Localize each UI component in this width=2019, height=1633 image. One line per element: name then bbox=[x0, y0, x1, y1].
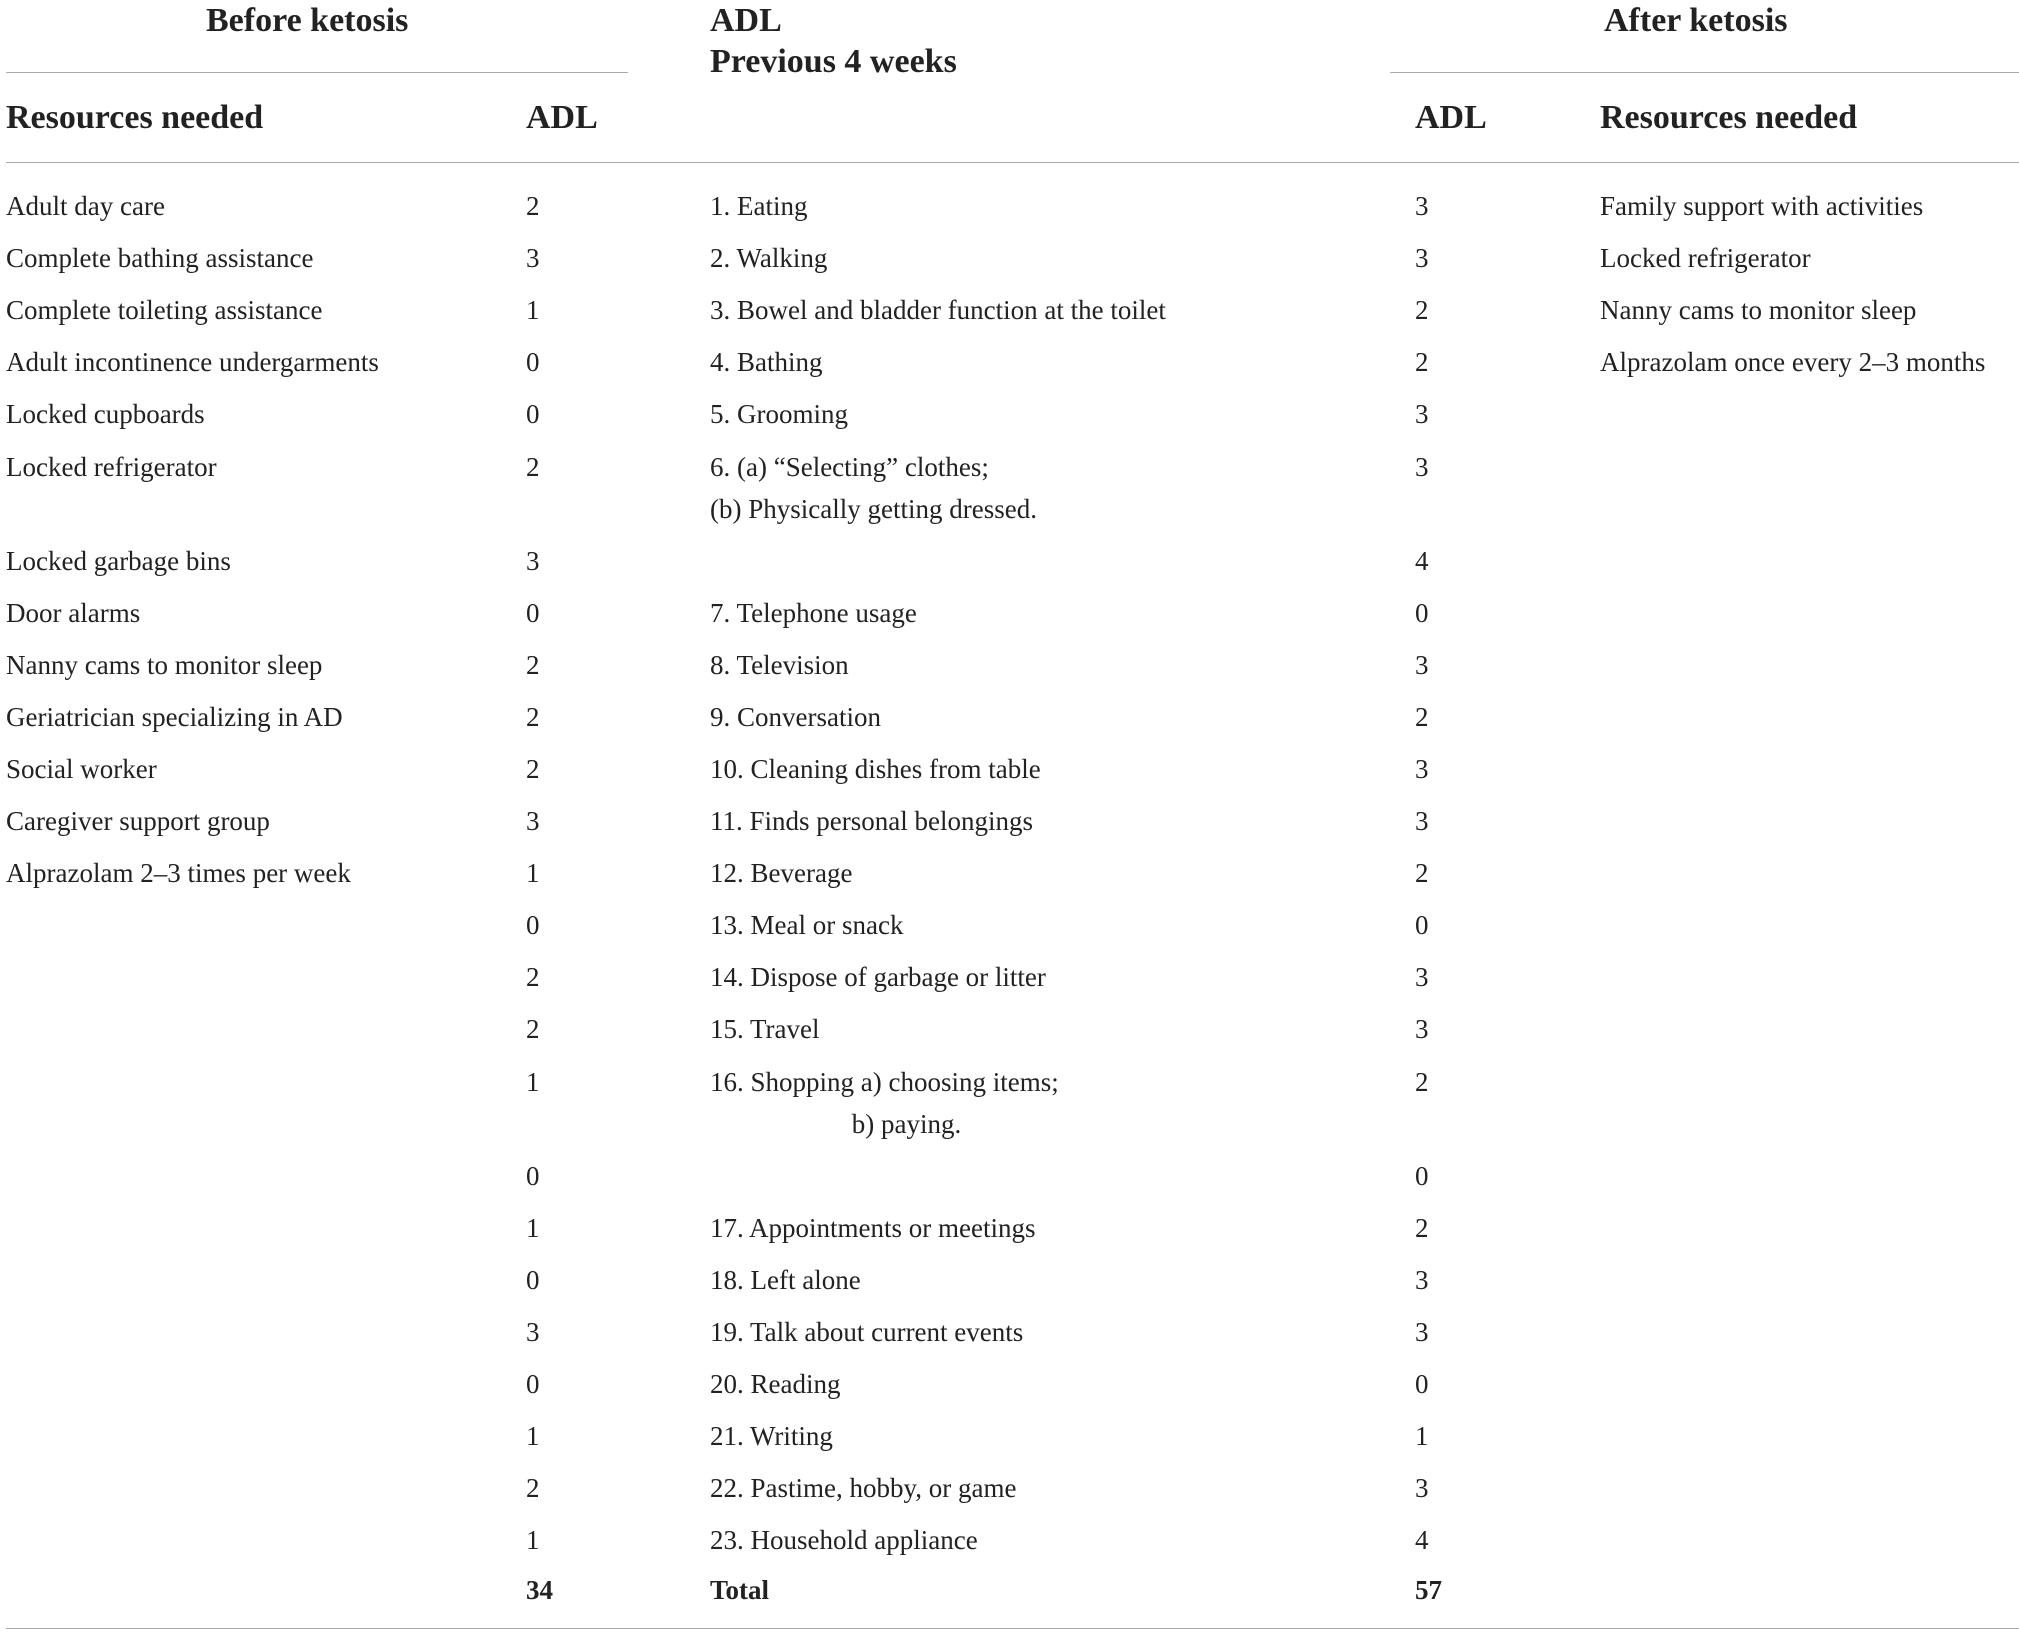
after-adl-score-cell: 3 bbox=[1415, 753, 1429, 784]
before-adl-score-cell: 0 bbox=[526, 597, 540, 628]
adl-item-cell: 10. Cleaning dishes from table bbox=[710, 753, 1041, 784]
after-adl-score-cell: 1 bbox=[1415, 1421, 1429, 1451]
after-adl-score-cell: 2 bbox=[1415, 1066, 1429, 1097]
adl-item-cell: 13. Meal or snack bbox=[710, 910, 904, 941]
after-resource-cell: Locked refrigerator bbox=[1600, 243, 1811, 274]
after-resource-cell: Alprazolam once every 2–3 months bbox=[1600, 347, 1986, 378]
before-adl-score-cell: 1 bbox=[526, 1421, 540, 1451]
total-label: Total bbox=[710, 1575, 770, 1606]
before-adl-score-cell: 1 bbox=[526, 1066, 540, 1097]
adl-item-cell: 21. Writing bbox=[710, 1421, 833, 1451]
before-group-rule bbox=[6, 72, 628, 73]
before-adl-total: 34 bbox=[526, 1575, 553, 1606]
adl-item-cell: 6. (a) “Selecting” clothes; (b) Physically getting dressed. bbox=[710, 451, 1037, 524]
before-adl-score-cell: 0 bbox=[526, 1264, 540, 1295]
adl-item-cell: 15. Travel bbox=[710, 1014, 820, 1045]
after-adl-score-cell: 4 bbox=[1415, 545, 1429, 576]
after-adl-score-cell: 0 bbox=[1415, 910, 1429, 941]
after-resource-cell: Family support with activities bbox=[1600, 191, 1924, 221]
after-resources-column-header: Resources needed bbox=[1600, 99, 1858, 136]
adl-item-cell: 14. Dispose of garbage or litter bbox=[710, 962, 1046, 993]
before-adl-score-cell: 0 bbox=[526, 347, 540, 378]
after-adl-score-cell: 0 bbox=[1415, 1368, 1429, 1399]
before-adl-score-cell: 2 bbox=[526, 1014, 540, 1045]
after-adl-score-cell: 2 bbox=[1415, 295, 1429, 326]
adl-item-cell: 2. Walking bbox=[710, 243, 828, 274]
before-adl-score-cell: 0 bbox=[526, 1160, 540, 1191]
after-ketosis-heading: After ketosis bbox=[1604, 2, 1788, 39]
adl-item-cell: 9. Conversation bbox=[710, 701, 881, 732]
adl-item-cell: 19. Talk about current events bbox=[710, 1316, 1024, 1347]
after-adl-score-cell: 2 bbox=[1415, 347, 1429, 378]
before-adl-score-cell: 2 bbox=[526, 1473, 540, 1504]
before-resource-cell: Locked garbage bins bbox=[6, 545, 231, 576]
after-adl-column-header: ADL bbox=[1415, 99, 1487, 136]
after-adl-score-cell: 4 bbox=[1415, 1525, 1429, 1556]
before-adl-column-header: ADL bbox=[526, 99, 598, 136]
before-resource-cell: Locked cupboards bbox=[6, 399, 205, 430]
after-adl-score-cell: 3 bbox=[1415, 1473, 1429, 1504]
before-resource-cell: Social worker bbox=[6, 753, 157, 784]
before-adl-score-cell: 3 bbox=[526, 545, 540, 576]
adl-item-cell: 8. Television bbox=[710, 649, 849, 680]
before-adl-score-cell: 1 bbox=[526, 858, 540, 889]
after-adl-score-cell: 3 bbox=[1415, 1264, 1429, 1295]
before-resource-cell: Adult day care bbox=[6, 191, 165, 221]
adl-item-cell: 5. Grooming bbox=[710, 399, 848, 430]
adl-item-cell: 1. Eating bbox=[710, 191, 808, 221]
after-adl-score-cell: 3 bbox=[1415, 1316, 1429, 1347]
after-adl-score-cell: 2 bbox=[1415, 858, 1429, 889]
after-resource-cell: Nanny cams to monitor sleep bbox=[1600, 295, 1917, 326]
before-resource-cell: Caregiver support group bbox=[6, 806, 270, 836]
before-adl-score-cell: 0 bbox=[526, 399, 540, 430]
before-adl-score-cell: 1 bbox=[526, 1212, 540, 1243]
after-adl-total: 57 bbox=[1415, 1575, 1442, 1606]
before-adl-score-cell: 2 bbox=[526, 191, 540, 221]
adl-item-cell: 16. Shopping a) choosing items; b) paying. bbox=[710, 1066, 1059, 1139]
after-adl-score-cell: 2 bbox=[1415, 1212, 1429, 1243]
before-adl-score-cell: 0 bbox=[526, 910, 540, 941]
adl-item-cell: 3. Bowel and bladder function at the toilet bbox=[710, 295, 1166, 326]
adl-previous-weeks-heading-line2: Previous 4 weeks bbox=[710, 43, 957, 80]
adl-item-cell: 22. Pastime, hobby, or game bbox=[710, 1473, 1017, 1504]
after-adl-score-cell: 0 bbox=[1415, 1160, 1429, 1191]
before-adl-score-cell: 2 bbox=[526, 962, 540, 993]
before-resource-cell: Locked refrigerator bbox=[6, 451, 217, 482]
after-adl-score-cell: 3 bbox=[1415, 399, 1429, 430]
before-resource-cell: Geriatrician specializing in AD bbox=[6, 701, 343, 732]
adl-item-cell: 12. Beverage bbox=[710, 858, 853, 889]
after-group-rule bbox=[1390, 72, 2019, 73]
before-adl-score-cell: 0 bbox=[526, 1368, 540, 1399]
after-adl-score-cell: 3 bbox=[1415, 191, 1429, 221]
before-resources-column-header: Resources needed bbox=[6, 99, 264, 136]
before-adl-score-cell: 2 bbox=[526, 701, 540, 732]
before-adl-score-cell: 1 bbox=[526, 295, 540, 326]
after-adl-score-cell: 3 bbox=[1415, 806, 1429, 836]
before-adl-score-cell: 2 bbox=[526, 649, 540, 680]
adl-item-cell: 17. Appointments or meetings bbox=[710, 1212, 1036, 1243]
before-resource-cell: Nanny cams to monitor sleep bbox=[6, 649, 323, 680]
before-resource-cell: Complete bathing assistance bbox=[6, 243, 314, 274]
before-adl-score-cell: 3 bbox=[526, 806, 540, 836]
before-ketosis-heading: Before ketosis bbox=[206, 2, 409, 39]
adl-item-cell: 20. Reading bbox=[710, 1368, 841, 1399]
before-resource-cell: Alprazolam 2–3 times per week bbox=[6, 858, 351, 889]
adl-item-cell: 11. Finds personal belongings bbox=[710, 806, 1033, 836]
before-adl-score-cell: 1 bbox=[526, 1525, 540, 1556]
after-adl-score-cell: 3 bbox=[1415, 451, 1429, 482]
table-bottom-rule bbox=[6, 1628, 2019, 1629]
before-adl-score-cell: 2 bbox=[526, 753, 540, 784]
adl-item-cell: 23. Household appliance bbox=[710, 1525, 978, 1556]
before-resource-cell: Adult incontinence undergarments bbox=[6, 347, 379, 378]
after-adl-score-cell: 3 bbox=[1415, 962, 1429, 993]
adl-item-cell: 4. Bathing bbox=[710, 347, 823, 378]
before-resource-cell: Door alarms bbox=[6, 597, 141, 628]
before-adl-score-cell: 3 bbox=[526, 1316, 540, 1347]
adl-item-cell: 7. Telephone usage bbox=[710, 597, 917, 628]
before-adl-score-cell: 3 bbox=[526, 243, 540, 274]
after-adl-score-cell: 3 bbox=[1415, 243, 1429, 274]
after-adl-score-cell: 0 bbox=[1415, 597, 1429, 628]
after-adl-score-cell: 2 bbox=[1415, 701, 1429, 732]
adl-previous-weeks-heading-line1: ADL bbox=[710, 2, 782, 39]
adl-item-cell: 18. Left alone bbox=[710, 1264, 861, 1295]
before-resource-cell: Complete toileting assistance bbox=[6, 295, 323, 326]
after-adl-score-cell: 3 bbox=[1415, 649, 1429, 680]
before-adl-score-cell: 2 bbox=[526, 451, 540, 482]
after-adl-score-cell: 3 bbox=[1415, 1014, 1429, 1045]
header-bottom-rule bbox=[6, 162, 2019, 163]
